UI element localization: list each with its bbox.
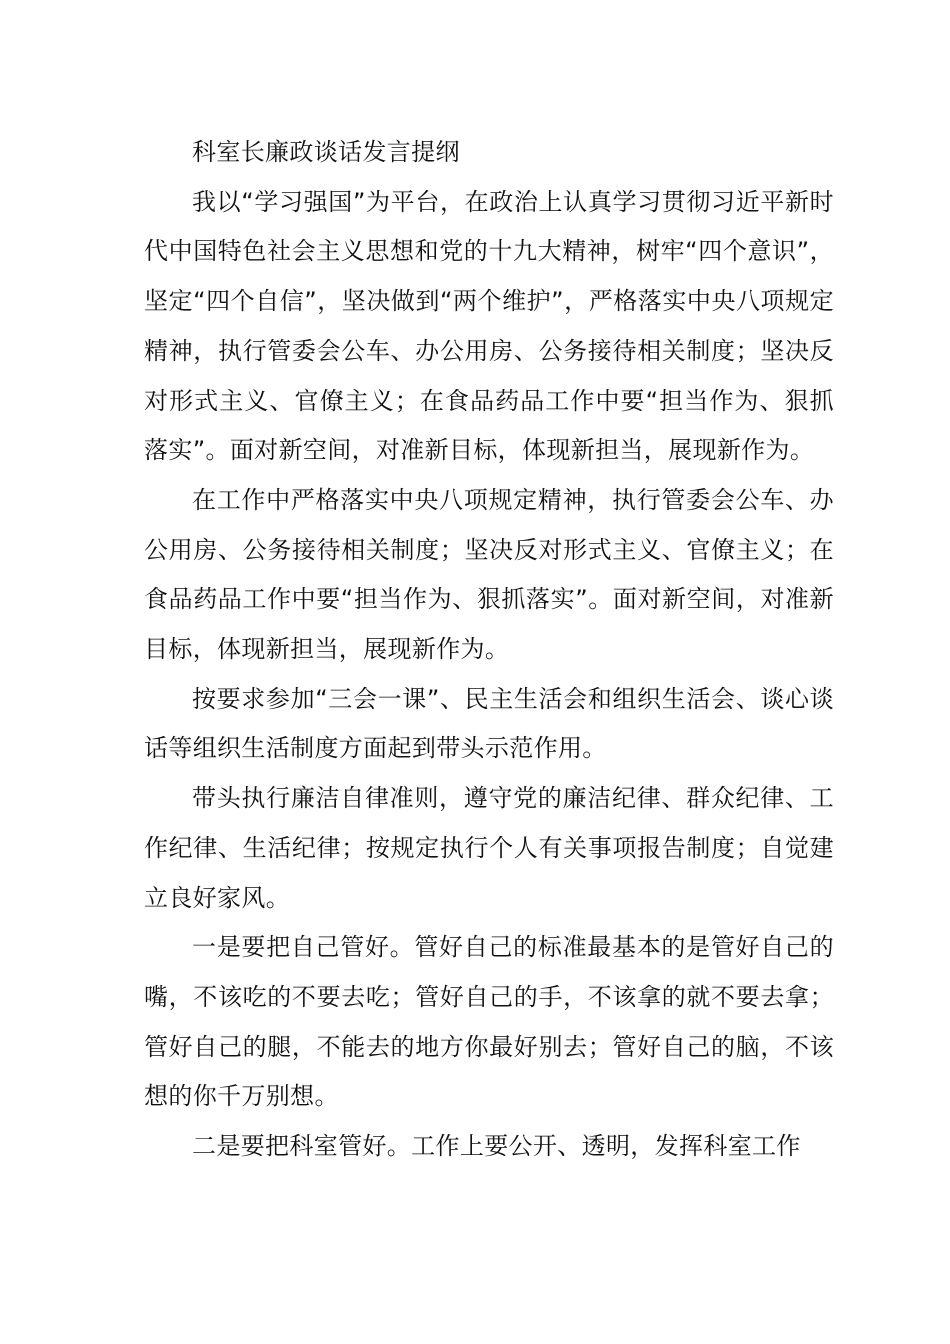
paragraph-5: 一是要把自己管好。管好自己的标准最基本的是管好自己的嘴，不该吃的不要去吃；管好自己的手，不该拿的就不要去拿；管好自己的腿，不能去的地方你最好别去；管好自己的脑，不该想的你千万别想。	[144, 933, 834, 1111]
paragraph-3: 按要求参加“三会一课”、民主生活会和组织生活会、谈心谈话等组织生活制度方面起到带头示范作用。	[144, 684, 834, 763]
paragraph-2: 在工作中严格落实中央八项规定精神，执行管委会公车、办公用房、公务接待相关制度；坚决反对形式主义、官僚主义；在食品药品工作中要“担当作为、狠抓落实”。面对新空间，对准新目标，体现新担当，展现新作为。	[144, 485, 834, 664]
document-body	[144, 128, 834, 1172]
paragraph-4: 带头执行廉洁自律准则，遵守党的廉洁纪律、群众纪律、工作纪律、生活纪律；按规定执行个人有关事项报告制度；自觉建立良好家风。	[144, 784, 834, 912]
document-title: 科室长廉政谈话发言提纲	[192, 138, 460, 166]
paragraph-6: 二是要把科室管好。工作上要公开、透明，发挥科室工作	[192, 1132, 801, 1161]
paragraph-1: 我以“学习强国”为平台，在政治上认真学习贯彻习近平新时代中国特色社会主义思想和党的十九大精神，树牢“四个意识”，坚定“四个自信”，坚决做到“两个维护”，严格落实中央八项规定精神，执行管委会公车、办公用房、公务接待相关制度；坚决反对形式主义、官僚主义；在食品药品工作中要“担当作为、狠抓落实”。面对新空间，对准新目标，体现新担当，展现新作为。	[144, 187, 834, 465]
